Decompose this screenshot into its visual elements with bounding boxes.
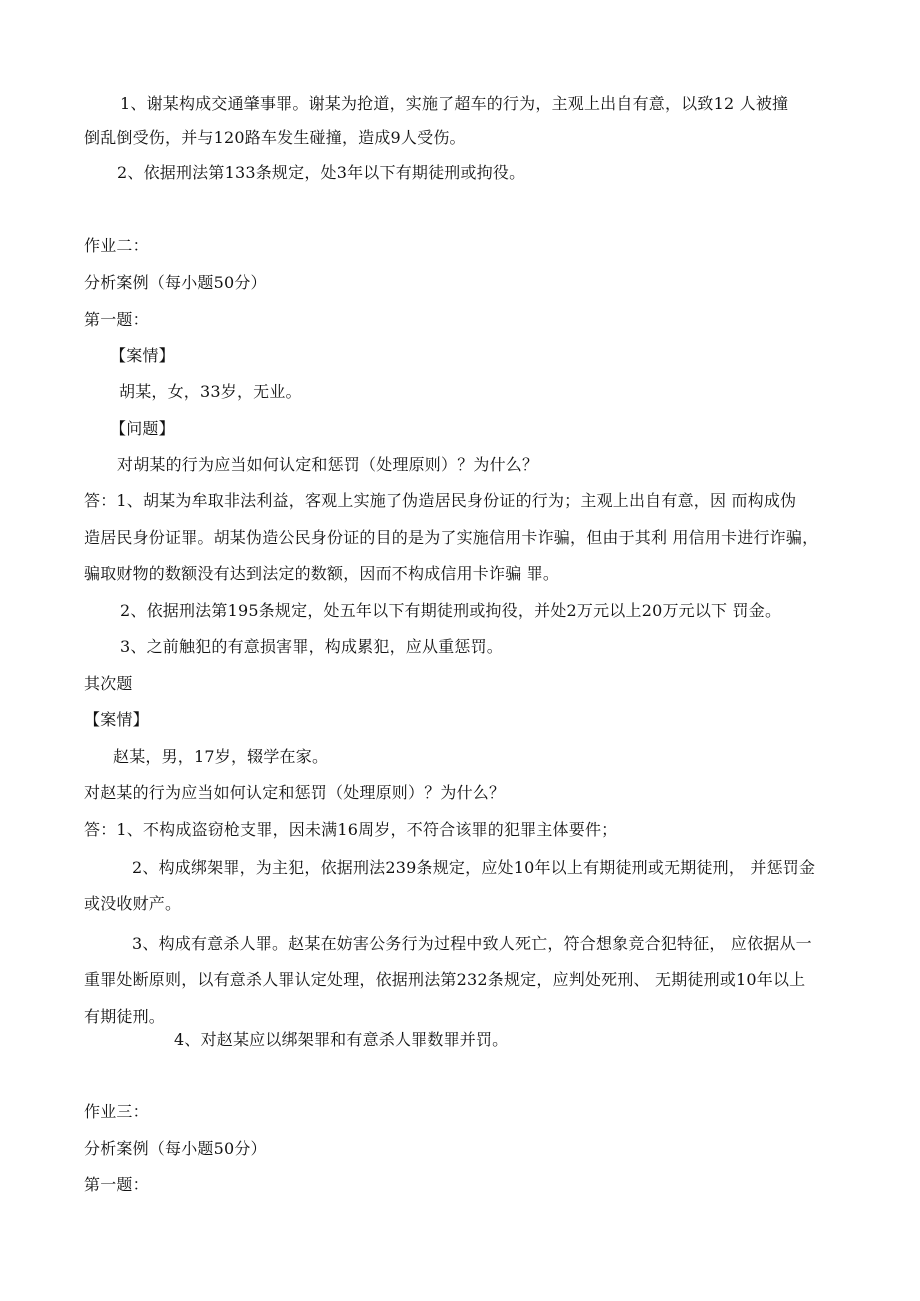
homework-2-subtitle: 分析案例（每小题50分） bbox=[84, 273, 267, 292]
question-1-answer-3: 3、之前触犯的有意损害罪，构成累犯，应从重惩罚。 bbox=[120, 637, 503, 656]
question-2-answer-4: 4、对赵某应以绑架罪和有意杀人罪数罪并罚。 bbox=[174, 1030, 509, 1049]
question-2-answer-3-line-2: 重罪处断原则，以有意杀人罪认定处理，依据刑法第232条规定，应判处死刑、 无期徒刑或10年以上 bbox=[84, 970, 806, 989]
homework-3-title: 作业三： bbox=[84, 1102, 149, 1121]
question-2-answer-2-line-1: 2、构成绑架罪，为主犯，依据刑法239条规定，应处10年以上有期徒刑或无期徒刑， 并惩罚金 bbox=[132, 858, 816, 877]
question-2-answer-3-line-3: 有期徒刑。 bbox=[84, 1007, 166, 1026]
paragraph-2: 2、依据刑法第133条规定，处3年以下有期徒刑或拘役。 bbox=[117, 163, 526, 182]
question-2-question: 对赵某的行为应当如何认定和惩罚（处理原则）？为什么？ bbox=[84, 783, 506, 802]
question-1-question: 对胡某的行为应当如何认定和惩罚（处理原则）？为什么？ bbox=[117, 455, 539, 474]
question-1-answer-1-line-3: 骗取财物的数额没有达到法定的数额，因而不构成信用卡诈骗 罪。 bbox=[84, 564, 560, 583]
question-2-answer-1: 答：1、不构成盗窃枪支罪，因未满16周岁，不符合该罪的犯罪主体要件； bbox=[84, 820, 618, 839]
question-1-title: 第一题： bbox=[84, 310, 149, 329]
question-1-answer-2: 2、依据刑法第195条规定，处五年以下有期徒刑或拘役，并处2万元以上20万元以下 罚金。 bbox=[120, 601, 782, 620]
homework-3-subtitle: 分析案例（每小题50分） bbox=[84, 1139, 267, 1158]
question-1-case: 胡某，女，33岁，无业。 bbox=[119, 382, 302, 401]
question-1-answer-1-line-1: 答：1、胡某为牟取非法利益，客观上实施了伪造居民身份证的行为；主观上出自有意，因 而构成伪 bbox=[84, 491, 797, 510]
question-2-case: 赵某，男，17岁，辍学在家。 bbox=[113, 747, 329, 766]
question-1-case-label: 【案情】 bbox=[110, 346, 175, 365]
homework-2-title: 作业二： bbox=[84, 236, 149, 255]
question-2-case-label: 【案情】 bbox=[84, 710, 149, 729]
question-1-question-label: 【问题】 bbox=[110, 419, 175, 438]
question-1-answer-1-line-2: 造居民身份证罪。胡某伪造公民身份证的目的是为了实施信用卡诈骗，但由于其利 用信用卡进行诈骗， bbox=[84, 528, 819, 547]
question-2-answer-2-line-2: 或没收财产。 bbox=[84, 894, 182, 913]
question-2-answer-3-line-1: 3、构成有意杀人罪。赵某在妨害公务行为过程中致人死亡，符合想象竞合犯特征， 应依据从一 bbox=[132, 934, 812, 953]
paragraph-1-line-1: 1、谢某构成交通肇事罪。谢某为抢道，实施了超车的行为，主观上出自有意，以致12 人被撞 bbox=[120, 94, 789, 113]
question-2-title: 其次题 bbox=[84, 674, 133, 693]
homework-3-question-1-title: 第一题： bbox=[84, 1175, 149, 1194]
paragraph-1-line-2: 倒乱倒受伤，并与120路车发生碰撞，造成9人受伤。 bbox=[84, 128, 466, 147]
